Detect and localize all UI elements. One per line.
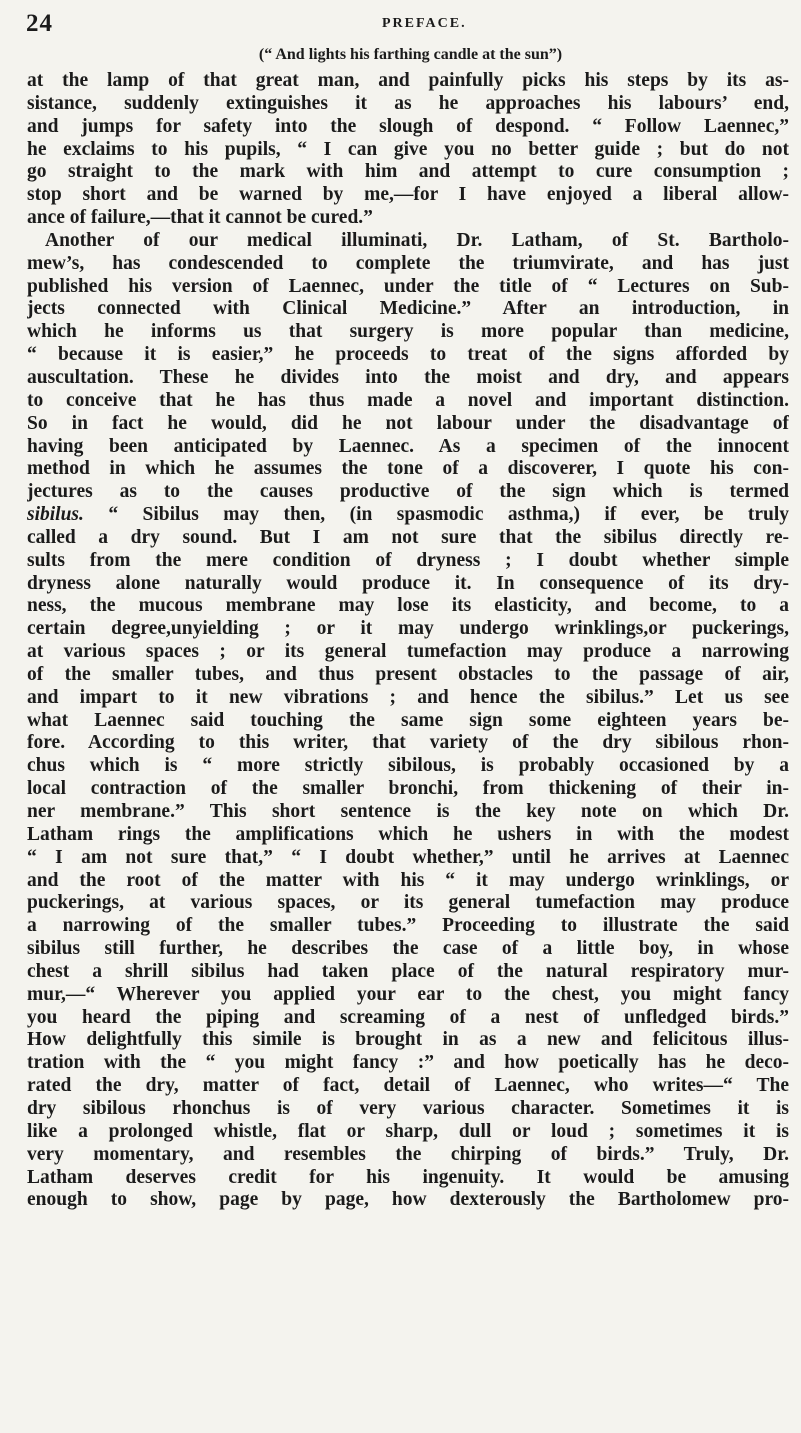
- text-line: chest a shrill sibilus had taken place of the natural respiratory mur-: [27, 960, 789, 982]
- text-line: to conceive that he has thus made a novel and important distinction.: [27, 389, 789, 411]
- text-line: fore. According to this writer, that variety of the dry sibilous rhon-: [27, 732, 789, 754]
- text-line: a narrowing of the smaller tubes.” Proceeding to illustrate the said: [27, 915, 789, 937]
- text-line: very momentary, and resembles the chirping of birds.” Truly, Dr.: [27, 1143, 789, 1165]
- page-number: 24: [26, 10, 53, 37]
- text-line: which he informs us that surgery is more popular than medicine,: [27, 321, 789, 343]
- epigraph: (“ And lights his farthing candle at the sun”): [258, 46, 563, 63]
- text-line: tration with the “ you might fancy :” and how poetically has he deco-: [27, 1052, 789, 1074]
- text-line: ner membrane.” This short sentence is the key note on which Dr.: [27, 801, 789, 822]
- text-line: Another of our medical illuminati, Dr. Latham, of St. Bartholo-: [45, 229, 789, 251]
- text-line: “ because it is easier,” he proceeds to treat of the signs afforded by: [27, 344, 789, 366]
- text-line: Latham deserves credit for his ingenuity. It would be amusing: [27, 1166, 789, 1188]
- text-line: like a prolonged whistle, flat or sharp, dull or loud ; sometimes it is: [27, 1120, 789, 1142]
- text-line: go straight to the mark with him and attempt to cure consumption ;: [27, 161, 789, 183]
- text-line: Latham rings the amplifications which he ushers in with the modest: [27, 823, 789, 845]
- text-line: auscultation. These he divides into the moist and dry, and appears: [27, 366, 789, 388]
- text-line: stop short and be warned by me,—for I have enjoyed a liberal allow-: [27, 184, 789, 206]
- body-text: [27, 70, 789, 1212]
- text-line: what Laennec said touching the same sign some eighteen years be-: [27, 709, 789, 731]
- text-line: sibilus. “ Sibilus may then, (in spasmodic asthma,) if ever, be truly: [27, 504, 789, 526]
- text-line: ness, the mucous membrane may lose its elasticity, and become, to a: [27, 595, 789, 617]
- text-line: and jumps for safety into the slough of despond. “ Follow Laennec,”: [27, 115, 789, 137]
- text-line: dry sibilous rhonchus is of very various character. Sometimes it is: [27, 1097, 789, 1119]
- text-line: called a dry sound. But I am not sure that the sibilus directly re-: [27, 526, 789, 548]
- text-line: of the smaller tubes, and thus present obstacles to the passage of air,: [27, 663, 789, 685]
- text-line: certain degree,unyielding ; or it may undergo wrinklings,or puckerings,: [27, 618, 789, 640]
- text-line: at the lamp of that great man, and painfully picks his steps by its as-: [27, 70, 789, 91]
- text-line: “ I am not sure that,” “ I doubt whether,” until he arrives at Laennec: [27, 846, 789, 868]
- text-line: mew’s, has condescended to complete the triumvirate, and has just: [27, 252, 789, 274]
- italic-term: sibilus.: [27, 504, 84, 526]
- text-line: dryness alone naturally would produce it. In consequence of its dry-: [27, 572, 789, 594]
- text-line: method in which he assumes the tone of a discoverer, I quote his con-: [27, 458, 789, 480]
- text-line: having been anticipated by Laennec. As a specimen of the innocent: [27, 435, 789, 457]
- text-line: chus which is “ more strictly sibilous, is probably occasioned by a: [27, 755, 789, 777]
- running-head-title: PREFACE.: [382, 16, 467, 31]
- text-line: and the root of the matter with his “ it may undergo wrinklings, or: [27, 869, 789, 891]
- text-line: at various spaces ; or its general tumefaction may produce a narrowing: [27, 641, 789, 663]
- text-line: jectures as to the causes productive of the sign which is termed: [27, 481, 789, 503]
- text-line: sults from the mere condition of dryness ; I doubt whether simple: [27, 549, 789, 571]
- text-line: ance of failure,—that it cannot be cured.”: [27, 207, 373, 229]
- text-line: local contraction of the smaller bronchi, from thickening of their in-: [27, 778, 789, 800]
- text-line: puckerings, at various spaces, or its general tumefaction may produce: [27, 892, 789, 914]
- text-line: rated the dry, matter of fact, detail of Laennec, who writes—“ The: [27, 1075, 789, 1097]
- text-line: you heard the piping and screaming of a nest of unfledged birds.”: [27, 1006, 789, 1028]
- text-line: mur,—“ Wherever you applied your ear to the chest, you might fancy: [27, 983, 789, 1005]
- running-head: [26, 10, 786, 40]
- text-line: sistance, suddenly extinguishes it as he approaches his labours’ end,: [27, 92, 789, 114]
- text-line: published his version of Laennec, under the title of “ Lectures on Sub-: [27, 275, 789, 297]
- text-line: How delightfully this simile is brought in as a new and felicitous illus-: [27, 1029, 789, 1051]
- text-line: sibilus still further, he describes the case of a little boy, in whose: [27, 938, 789, 960]
- text-line: enough to show, page by page, how dexterously the Bartholomew pro-: [27, 1189, 789, 1211]
- text-line: jects connected with Clinical Medicine.” After an introduction, in: [27, 298, 789, 320]
- text-line: he exclaims to his pupils, “ I can give you no better guide ; but do not: [27, 138, 789, 160]
- text-line: So in fact he would, did he not labour under the disadvantage of: [27, 412, 789, 434]
- text-line: and impart to it new vibrations ; and hence the sibilus.” Let us see: [27, 686, 789, 708]
